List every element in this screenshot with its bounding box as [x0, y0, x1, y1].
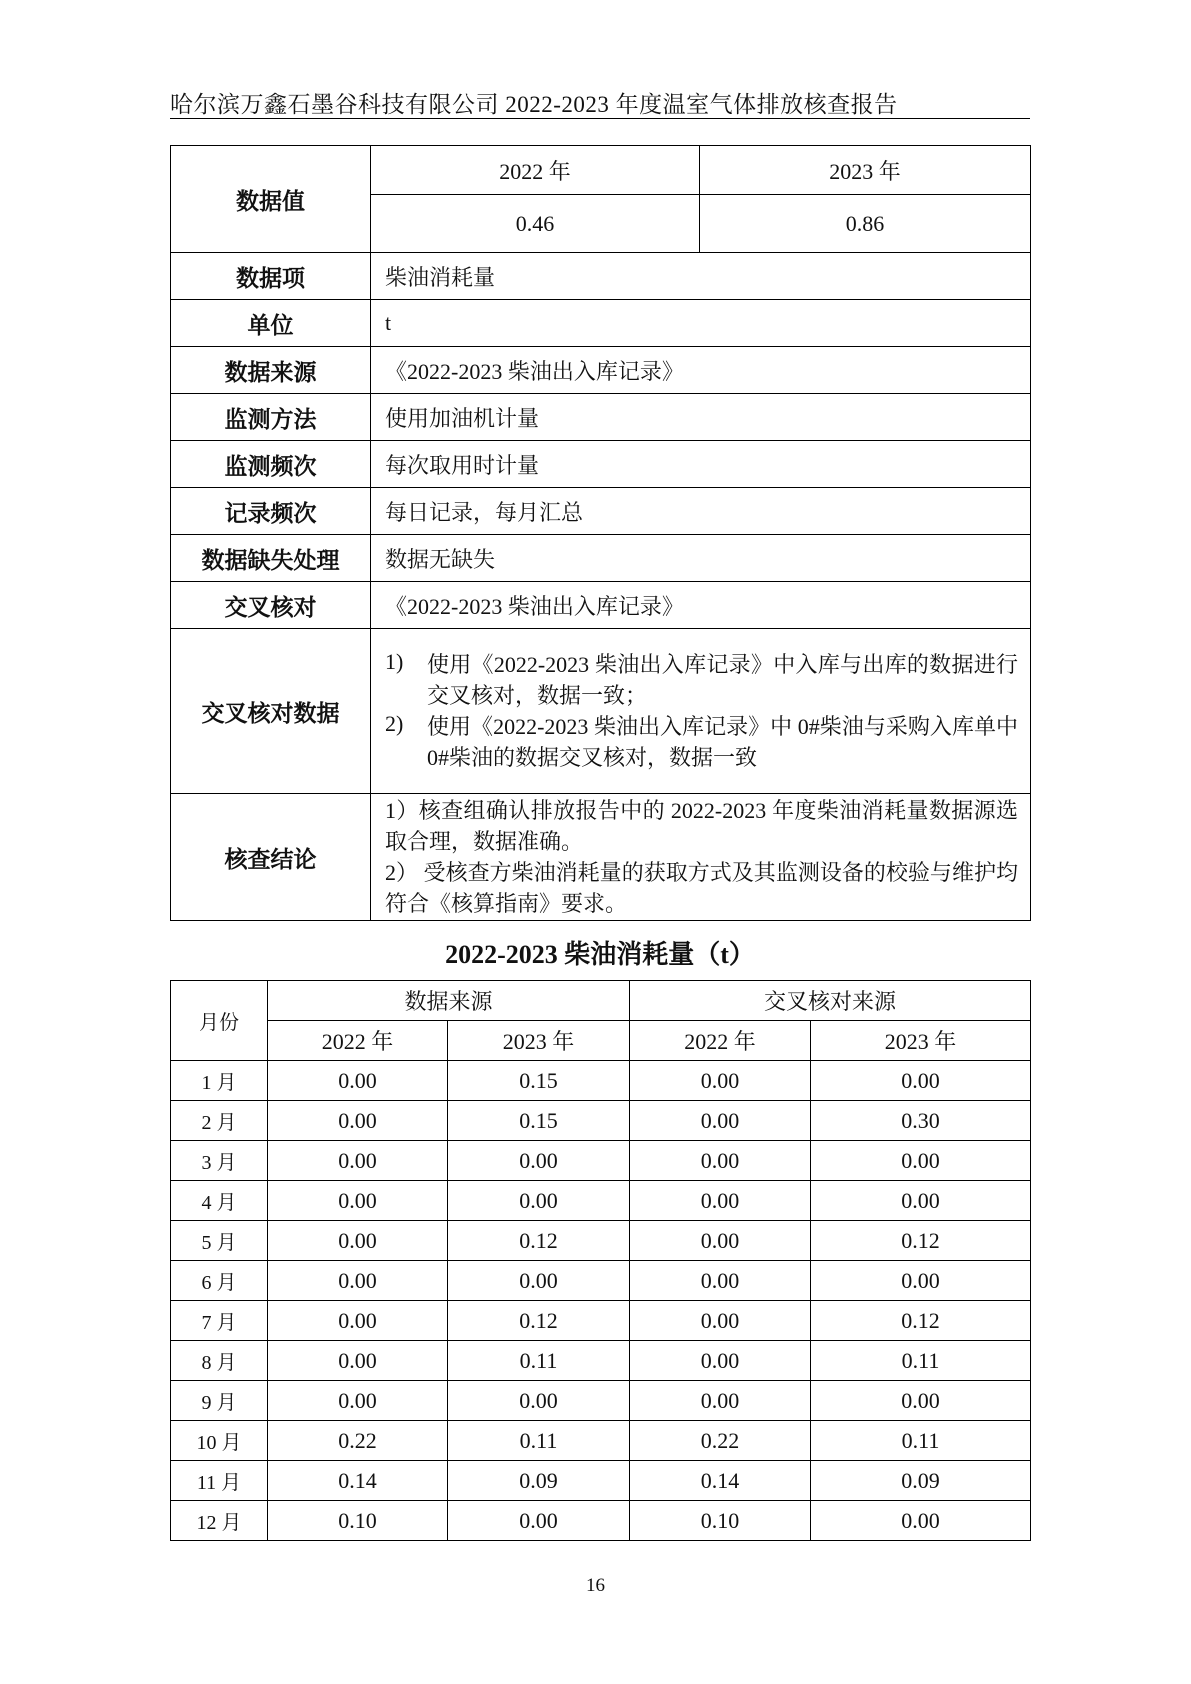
month-cell: 9 月	[171, 1381, 268, 1421]
value-cell: 0.00	[448, 1501, 630, 1541]
value-cell: 0.00	[630, 1181, 811, 1221]
value-cell: 0.15	[448, 1061, 630, 1101]
value-cell: 0.00	[630, 1261, 811, 1301]
value-cell: 0.12	[811, 1301, 1031, 1341]
info-row	[171, 394, 1031, 441]
monthly-consumption-table	[170, 980, 1031, 1541]
row-value: 数据无缺失	[371, 535, 1031, 582]
value-cell: 0.00	[811, 1501, 1031, 1541]
month-cell: 10 月	[171, 1421, 268, 1461]
month-cell: 4 月	[171, 1181, 268, 1221]
value-cell: 0.14	[630, 1461, 811, 1501]
value-cell: 0.00	[630, 1381, 811, 1421]
info-row	[171, 582, 1031, 629]
value-cell: 0.14	[268, 1461, 448, 1501]
value-cell: 0.10	[630, 1501, 811, 1541]
monthly-table-body	[171, 1061, 1031, 1541]
value-cell: 0.00	[448, 1141, 630, 1181]
row-label: 单位	[171, 300, 371, 347]
row-label: 交叉核对	[171, 582, 371, 629]
item-number: 1)	[385, 649, 404, 674]
row-value: 《2022-2023 柴油出入库记录》	[371, 582, 1031, 629]
month-cell: 11 月	[171, 1461, 268, 1501]
row-value: 每日记录，每月汇总	[371, 488, 1031, 535]
value-cell: 0.00	[268, 1221, 448, 1261]
value-cell: 0.12	[811, 1221, 1031, 1261]
info-row	[171, 441, 1031, 488]
table-row	[171, 1101, 1031, 1141]
table-row	[171, 1421, 1031, 1461]
year-header: 2023 年	[448, 1021, 630, 1061]
value-cell: 0.00	[448, 1261, 630, 1301]
value-cell: 0.00	[268, 1061, 448, 1101]
row-value: 柴油消耗量	[371, 253, 1031, 300]
row-label: 数据项	[171, 253, 371, 300]
value-cell: 0.00	[630, 1141, 811, 1181]
value-cell: 0.00	[268, 1141, 448, 1181]
table-row	[171, 1261, 1031, 1301]
cross-check-item	[385, 711, 1030, 773]
data-value-label: 数据值	[171, 146, 371, 253]
source-header: 数据来源	[268, 981, 630, 1021]
cross-check-data-label: 交叉核对数据	[171, 629, 371, 794]
value-cell: 0.12	[448, 1221, 630, 1261]
month-cell: 2 月	[171, 1101, 268, 1141]
value-cell: 0.00	[630, 1341, 811, 1381]
year-header: 2022 年	[630, 1021, 811, 1061]
row-value: 每次取用时计量	[371, 441, 1031, 488]
month-cell: 5 月	[171, 1221, 268, 1261]
value-cell: 0.11	[811, 1341, 1031, 1381]
cross-check-item	[385, 649, 1030, 711]
value-cell: 0.00	[811, 1181, 1031, 1221]
year-2023-header: 2023 年	[700, 146, 1031, 195]
row-value: 《2022-2023 柴油出入库记录》	[371, 347, 1031, 394]
value-cell: 0.22	[630, 1421, 811, 1461]
conclusion-text	[371, 794, 1031, 921]
page-number: 16	[586, 1575, 605, 1596]
section-title: 2022-2023 柴油消耗量（t）	[445, 940, 755, 969]
value-cell: 0.15	[448, 1101, 630, 1141]
info-row	[171, 300, 1031, 347]
value-cell: 0.30	[811, 1101, 1031, 1141]
value-cell: 0.00	[448, 1181, 630, 1221]
value-cell: 0.00	[630, 1101, 811, 1141]
item-text: 使用《2022-2023 柴油出入库记录》中 0#柴油与采购入库单中 0#柴油的数据交叉核对，数据一致	[427, 714, 1018, 770]
value-cell: 0.00	[268, 1101, 448, 1141]
data-info-table	[170, 145, 1031, 921]
value-cell: 0.09	[448, 1461, 630, 1501]
table-row	[171, 1301, 1031, 1341]
cross-check-header: 交叉核对来源	[630, 981, 1031, 1021]
value-cell: 0.00	[811, 1061, 1031, 1101]
row-value: t	[371, 300, 1031, 347]
value-cell: 0.11	[811, 1421, 1031, 1461]
value-cell: 0.00	[630, 1221, 811, 1261]
value-cell: 0.00	[268, 1381, 448, 1421]
value-cell: 0.10	[268, 1501, 448, 1541]
table-row	[171, 1061, 1031, 1101]
value-2022: 0.46	[371, 195, 700, 253]
conclusion-item: 1）核查组确认排放报告中的 2022-2023 年度柴油消耗量数据源选取合理，数据准确。	[385, 798, 1018, 854]
value-cell: 0.00	[268, 1181, 448, 1221]
row-label: 监测频次	[171, 441, 371, 488]
value-2023: 0.86	[700, 195, 1031, 253]
table-row	[171, 1381, 1031, 1421]
value-cell: 0.00	[630, 1061, 811, 1101]
value-cell: 0.12	[448, 1301, 630, 1341]
page-header: 哈尔滨万鑫石墨谷科技有限公司 2022-2023 年度温室气体排放核查报告	[170, 92, 898, 117]
info-row	[171, 253, 1031, 300]
info-row	[171, 488, 1031, 535]
value-cell: 0.00	[268, 1301, 448, 1341]
value-cell: 0.00	[448, 1381, 630, 1421]
row-value: 使用加油机计量	[371, 394, 1031, 441]
header-rule	[170, 118, 1030, 119]
value-cell: 0.00	[268, 1341, 448, 1381]
year-2022-header: 2022 年	[371, 146, 700, 195]
cross-check-data-list	[371, 629, 1031, 794]
conclusion-item: 2） 受核查方柴油消耗量的获取方式及其监测设备的校验与维护均符合《核算指南》要求。	[385, 860, 1018, 916]
month-cell: 7 月	[171, 1301, 268, 1341]
value-cell: 0.00	[268, 1261, 448, 1301]
month-cell: 6 月	[171, 1261, 268, 1301]
value-cell: 0.22	[268, 1421, 448, 1461]
table-row	[171, 1341, 1031, 1381]
row-label: 监测方法	[171, 394, 371, 441]
month-header: 月份	[171, 981, 268, 1061]
item-text: 使用《2022-2023 柴油出入库记录》中入库与出库的数据进行交叉核对，数据一致；	[427, 652, 1018, 708]
row-label: 数据来源	[171, 347, 371, 394]
value-cell: 0.11	[448, 1341, 630, 1381]
month-cell: 12 月	[171, 1501, 268, 1541]
row-label: 数据缺失处理	[171, 535, 371, 582]
value-cell: 0.00	[811, 1261, 1031, 1301]
info-row	[171, 347, 1031, 394]
value-cell: 0.00	[630, 1301, 811, 1341]
value-cell: 0.09	[811, 1461, 1031, 1501]
year-header: 2023 年	[811, 1021, 1031, 1061]
table-row	[171, 1181, 1031, 1221]
table-row	[171, 1501, 1031, 1541]
table-row	[171, 1461, 1031, 1501]
value-cell: 0.00	[811, 1141, 1031, 1181]
conclusion-label: 核查结论	[171, 794, 371, 921]
value-cell: 0.00	[811, 1381, 1031, 1421]
info-row	[171, 535, 1031, 582]
row-label: 记录频次	[171, 488, 371, 535]
month-cell: 3 月	[171, 1141, 268, 1181]
month-cell: 8 月	[171, 1341, 268, 1381]
table-row	[171, 1141, 1031, 1181]
item-number: 2)	[385, 711, 404, 736]
table-row	[171, 1221, 1031, 1261]
month-cell: 1 月	[171, 1061, 268, 1101]
value-cell: 0.11	[448, 1421, 630, 1461]
year-header: 2022 年	[268, 1021, 448, 1061]
